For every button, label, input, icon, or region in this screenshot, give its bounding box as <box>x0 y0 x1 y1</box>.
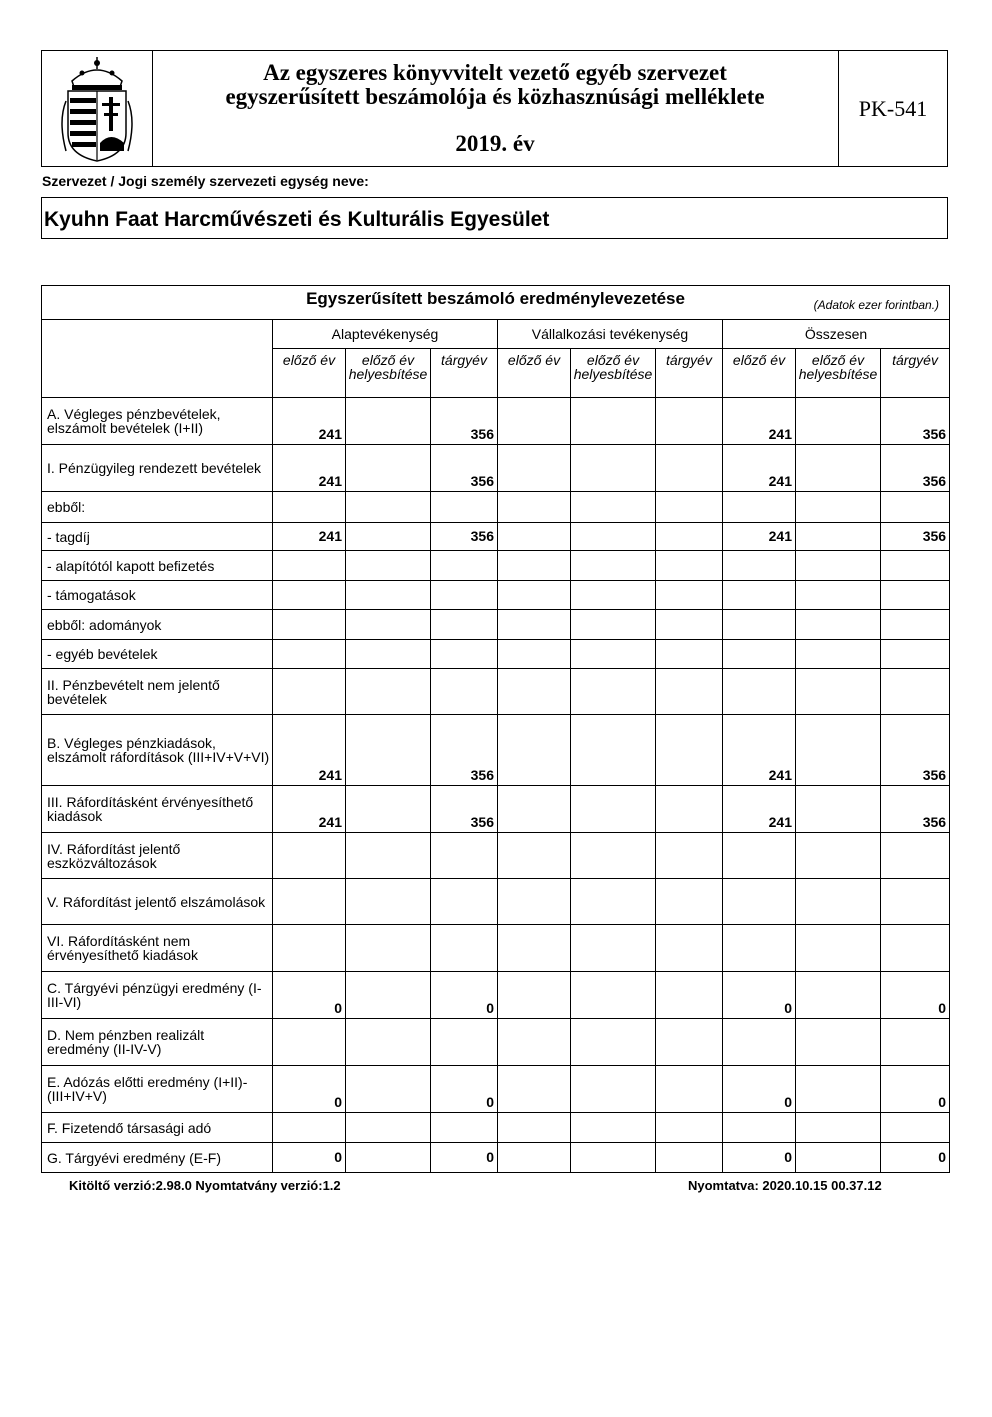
value-cell <box>571 972 656 1019</box>
row-label: III. Ráfordításként érvényesíthető kiadások <box>42 786 273 833</box>
value-cell <box>656 972 723 1019</box>
value-cell: 356 <box>431 715 498 786</box>
value-cell <box>346 1066 431 1113</box>
value-cell <box>656 925 723 972</box>
value-cell <box>723 640 796 669</box>
hungarian-coat-of-arms-icon <box>42 51 152 166</box>
value-cell <box>498 833 571 879</box>
table-row <box>42 398 950 445</box>
value-cell <box>881 1113 950 1143</box>
row-label: VI. Ráfordításként nem érvényesíthető kiadások <box>42 925 273 972</box>
subcol-curr: tárgyév <box>431 349 498 398</box>
value-cell <box>273 581 346 610</box>
value-cell <box>723 581 796 610</box>
table-unit-note: (Adatok ezer forintban.) <box>813 298 940 312</box>
value-cell <box>571 925 656 972</box>
value-cell <box>796 833 881 879</box>
row-label: F. Fizetendő társasági adó <box>42 1113 273 1143</box>
table-row <box>42 972 950 1019</box>
value-cell: 356 <box>881 715 950 786</box>
table-row <box>42 786 950 833</box>
value-cell <box>431 1113 498 1143</box>
value-cell <box>346 1019 431 1066</box>
value-cell <box>723 879 796 925</box>
value-cell: 356 <box>431 398 498 445</box>
value-cell <box>273 833 346 879</box>
value-cell <box>346 1113 431 1143</box>
value-cell <box>656 551 723 581</box>
value-cell <box>498 581 571 610</box>
value-cell <box>431 833 498 879</box>
value-cell <box>571 1113 656 1143</box>
value-cell <box>796 669 881 715</box>
value-cell <box>498 669 571 715</box>
value-cell <box>431 551 498 581</box>
value-cell <box>273 551 346 581</box>
value-cell: 241 <box>273 398 346 445</box>
table-row <box>42 833 950 879</box>
value-cell <box>571 669 656 715</box>
value-cell <box>881 640 950 669</box>
value-cell <box>723 492 796 523</box>
value-cell: 356 <box>431 523 498 551</box>
value-cell <box>656 523 723 551</box>
value-cell <box>723 610 796 640</box>
table-row <box>42 669 950 715</box>
value-cell <box>571 551 656 581</box>
value-cell: 0 <box>723 1066 796 1113</box>
value-cell <box>881 492 950 523</box>
row-label: D. Nem pénzben realizált eredmény (II-IV-V) <box>42 1019 273 1066</box>
table-row <box>42 492 950 523</box>
value-cell <box>881 551 950 581</box>
value-cell <box>431 925 498 972</box>
value-cell <box>346 640 431 669</box>
value-cell <box>571 523 656 551</box>
value-cell: 241 <box>723 715 796 786</box>
value-cell <box>796 551 881 581</box>
value-cell <box>571 1143 656 1173</box>
table-row <box>42 1066 950 1113</box>
value-cell: 0 <box>273 972 346 1019</box>
value-cell: 356 <box>881 786 950 833</box>
table-row <box>42 640 950 669</box>
value-cell <box>796 715 881 786</box>
value-cell <box>431 581 498 610</box>
value-cell <box>656 879 723 925</box>
value-cell: 356 <box>431 786 498 833</box>
value-cell <box>656 669 723 715</box>
value-cell <box>498 972 571 1019</box>
value-cell <box>498 1066 571 1113</box>
value-cell <box>346 786 431 833</box>
value-cell <box>656 1019 723 1066</box>
table-row <box>42 610 950 640</box>
row-label: A. Végleges pénzbevételek, elszámolt bevételek (I+II) <box>42 398 273 445</box>
value-cell <box>571 398 656 445</box>
row-label: - egyéb bevételek <box>42 640 273 669</box>
value-cell <box>431 640 498 669</box>
value-cell <box>571 492 656 523</box>
form-title-line1: Az egyszeres könyvvitelt vezető egyéb szervezet <box>263 60 727 85</box>
version-info: Kitöltő verzió:2.98.0 Nyomtatvány verzió:1.2 <box>69 1178 341 1193</box>
value-cell <box>346 669 431 715</box>
table-row <box>42 879 950 925</box>
subcol-curr: tárgyév <box>656 349 723 398</box>
table-body <box>42 398 950 1173</box>
value-cell: 241 <box>273 715 346 786</box>
value-cell <box>498 398 571 445</box>
subcol-corr: előző év helyesbítése <box>571 349 656 398</box>
value-cell <box>656 445 723 492</box>
value-cell <box>273 879 346 925</box>
organization-label: Szervezet / Jogi személy szervezeti egység neve: <box>42 173 369 189</box>
table-row <box>42 581 950 610</box>
value-cell <box>346 1143 431 1173</box>
value-cell <box>346 833 431 879</box>
value-cell <box>571 581 656 610</box>
value-cell <box>346 523 431 551</box>
value-cell <box>796 398 881 445</box>
value-cell <box>431 1019 498 1066</box>
value-cell <box>571 640 656 669</box>
row-label: II. Pénzbevételt nem jelentő bevételek <box>42 669 273 715</box>
value-cell <box>796 492 881 523</box>
value-cell <box>346 925 431 972</box>
value-cell <box>273 1019 346 1066</box>
value-cell <box>498 786 571 833</box>
value-cell <box>796 1066 881 1113</box>
value-cell <box>431 492 498 523</box>
group-header-core: Alaptevékenység <box>273 320 498 349</box>
value-cell <box>796 1113 881 1143</box>
value-cell <box>346 551 431 581</box>
value-cell <box>346 581 431 610</box>
subcol-curr: tárgyév <box>881 349 950 398</box>
value-cell <box>346 879 431 925</box>
value-cell <box>723 551 796 581</box>
value-cell <box>796 610 881 640</box>
value-cell: 0 <box>273 1066 346 1113</box>
value-cell <box>273 640 346 669</box>
table-row <box>42 715 950 786</box>
value-cell: 241 <box>723 398 796 445</box>
value-cell <box>881 669 950 715</box>
value-cell <box>431 669 498 715</box>
form-title-line2: egyszerűsített beszámolója és közhasznúsági melléklete <box>225 84 765 109</box>
value-cell <box>796 925 881 972</box>
value-cell <box>881 925 950 972</box>
value-cell: 0 <box>273 1143 346 1173</box>
value-cell <box>571 445 656 492</box>
value-cell <box>571 786 656 833</box>
form-year: 2019. év <box>455 131 535 156</box>
value-cell <box>346 610 431 640</box>
value-cell: 0 <box>881 972 950 1019</box>
value-cell <box>796 786 881 833</box>
value-cell <box>656 581 723 610</box>
organization-name: Kyuhn Faat Harcművészeti és Kulturális Egyesület <box>41 197 948 239</box>
value-cell <box>881 1019 950 1066</box>
value-cell: 0 <box>431 1066 498 1113</box>
row-label: B. Végleges pénzkiadások, elszámolt ráfordítások (III+IV+V+VI) <box>42 715 273 786</box>
subcol-prev: előző év <box>273 349 346 398</box>
value-cell <box>881 879 950 925</box>
value-cell: 241 <box>723 523 796 551</box>
table-row <box>42 1019 950 1066</box>
value-cell <box>723 1019 796 1066</box>
table-row <box>42 1113 950 1143</box>
value-cell <box>346 445 431 492</box>
value-cell <box>431 610 498 640</box>
value-cell <box>273 1113 346 1143</box>
value-cell <box>571 1019 656 1066</box>
value-cell: 241 <box>723 786 796 833</box>
value-cell: 0 <box>431 972 498 1019</box>
value-cell <box>273 925 346 972</box>
value-cell <box>346 492 431 523</box>
logo-cell <box>42 51 153 166</box>
form-code: PK-541 <box>858 95 928 121</box>
value-cell <box>273 669 346 715</box>
value-cell <box>346 972 431 1019</box>
value-cell <box>796 1143 881 1173</box>
table-row <box>42 1143 950 1173</box>
value-cell <box>796 581 881 610</box>
value-cell <box>498 610 571 640</box>
subcol-corr: előző év helyesbítése <box>796 349 881 398</box>
value-cell <box>571 610 656 640</box>
value-cell: 241 <box>273 523 346 551</box>
value-cell <box>656 715 723 786</box>
value-cell <box>346 715 431 786</box>
value-cell <box>498 1143 571 1173</box>
value-cell <box>796 1019 881 1066</box>
form-header <box>41 50 948 167</box>
value-cell <box>273 492 346 523</box>
value-cell: 0 <box>431 1143 498 1173</box>
value-cell <box>656 492 723 523</box>
value-cell <box>656 1143 723 1173</box>
row-label: E. Adózás előtti eredmény (I+II)-(III+IV+V) <box>42 1066 273 1113</box>
value-cell: 0 <box>881 1066 950 1113</box>
table-row <box>42 925 950 972</box>
value-cell: 241 <box>273 445 346 492</box>
value-cell: 356 <box>881 398 950 445</box>
value-cell <box>796 523 881 551</box>
income-statement-table <box>41 285 950 1173</box>
value-cell: 241 <box>723 445 796 492</box>
value-cell <box>498 1113 571 1143</box>
group-header-business: Vállalkozási tevékenység <box>498 320 723 349</box>
row-label: ebből: <box>42 492 273 523</box>
value-cell <box>498 551 571 581</box>
row-label: IV. Ráfordítást jelentő eszközváltozások <box>42 833 273 879</box>
print-timestamp: Nyomtatva: 2020.10.15 00.37.12 <box>688 1178 882 1193</box>
table-row <box>42 551 950 581</box>
value-cell <box>498 1019 571 1066</box>
row-label: ebből: adományok <box>42 610 273 640</box>
row-label: V. Ráfordítást jelentő elszámolások <box>42 879 273 925</box>
value-cell <box>498 523 571 551</box>
value-cell <box>431 879 498 925</box>
value-cell <box>656 1066 723 1113</box>
value-cell: 356 <box>431 445 498 492</box>
value-cell <box>881 833 950 879</box>
subcol-prev: előző év <box>723 349 796 398</box>
row-label: G. Tárgyévi eredmény (E-F) <box>42 1143 273 1173</box>
value-cell <box>498 640 571 669</box>
value-cell <box>881 581 950 610</box>
value-cell <box>498 445 571 492</box>
row-label: C. Tárgyévi pénzügyi eredmény (I-III-VI) <box>42 972 273 1019</box>
value-cell <box>571 879 656 925</box>
value-cell <box>571 715 656 786</box>
value-cell <box>796 879 881 925</box>
value-cell <box>723 1113 796 1143</box>
value-cell <box>498 879 571 925</box>
value-cell <box>498 715 571 786</box>
value-cell <box>723 669 796 715</box>
row-label: - tagdíj <box>42 523 273 551</box>
group-header-total: Összesen <box>723 320 950 349</box>
row-label-header <box>42 320 273 398</box>
row-label: I. Pénzügyileg rendezett bevételek <box>42 445 273 492</box>
table-row <box>42 523 950 551</box>
value-cell <box>723 925 796 972</box>
value-cell <box>571 1066 656 1113</box>
value-cell <box>273 610 346 640</box>
value-cell <box>498 492 571 523</box>
subcol-prev: előző év <box>498 349 571 398</box>
table-title-cell <box>42 286 950 320</box>
row-label: - alapítótól kapott befizetés <box>42 551 273 581</box>
value-cell <box>796 445 881 492</box>
value-cell <box>498 925 571 972</box>
value-cell <box>346 398 431 445</box>
row-label: - támogatások <box>42 581 273 610</box>
value-cell: 356 <box>881 445 950 492</box>
value-cell: 0 <box>881 1143 950 1173</box>
subcol-corr: előző év helyesbítése <box>346 349 431 398</box>
value-cell <box>796 972 881 1019</box>
table-row <box>42 445 950 492</box>
value-cell <box>723 833 796 879</box>
value-cell <box>881 610 950 640</box>
value-cell <box>571 833 656 879</box>
value-cell: 0 <box>723 1143 796 1173</box>
form-title-cell <box>152 51 839 166</box>
value-cell <box>656 1113 723 1143</box>
value-cell <box>796 640 881 669</box>
value-cell <box>656 398 723 445</box>
table-title: Egyszerűsített beszámoló eredménylevezetése <box>306 289 685 308</box>
value-cell <box>656 833 723 879</box>
value-cell <box>656 640 723 669</box>
value-cell <box>656 610 723 640</box>
value-cell: 241 <box>273 786 346 833</box>
value-cell <box>656 786 723 833</box>
value-cell: 356 <box>881 523 950 551</box>
value-cell: 0 <box>723 972 796 1019</box>
